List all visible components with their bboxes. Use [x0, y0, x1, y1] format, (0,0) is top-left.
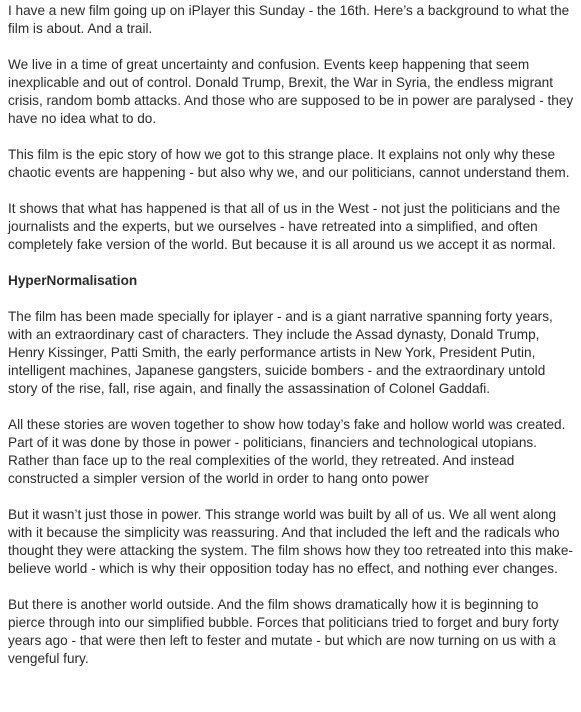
power-paragraph: All these stories are woven together to show how today’s fake and hollow world was created. Part of it was done by those in power - politicians, financiers and technological utopians. Rather than face up to the real complexities of the world, they retreated. And instead constructed a simpler version of the world in order to hang onto power: [8, 417, 566, 486]
story-paragraph: This film is the epic story of how we got to this strange place. It explains not only why these chaotic events are happening - but also why we, and our politicians, cannot understand them.: [8, 147, 570, 180]
context-paragraph: We live in a time of great uncertainty and confusion. Events keep happening that seem inexplicable and out of control. Donald Trump, Brexit, the War in Syria, the endless migrant crisis, random bomb attacks. And those who are supposed to be in power are paralysed - they have no idea what to do.: [8, 57, 574, 126]
section-heading: HyperNormalisation: [8, 273, 138, 288]
fake-world-paragraph: It shows that what has happened is that all of us in the West - not just the politicians and the journalists and the experts, but we ourselves - have retreated into a simplified, and often completely fake version of the world. But because it is all around us we accept it as normal.: [8, 201, 561, 252]
intro-paragraph: I have a new film going up on iPlayer this Sunday - the 16th. Here’s a background to what the film is about. And a trail.: [8, 3, 570, 36]
all-of-us-paragraph: But it wasn’t just those in power. This strange world was built by all of us. We all went along with it because the simplicity was reassuring. And that included the left and the radicals who thought they were attacking the system. The film shows how they too retreated into this make-believe world - which is why their opposition today has no effect, and nothing ever changes.: [8, 507, 573, 576]
outside-world-paragraph: But there is another world outside. And the film shows dramatically how it is beginning to pierce through into our simplified bubble. Forces that politicians tried to forget and bury forty years ago - that were then left to fester and mutate - but which are now turning on us with a vengeful fury.: [8, 597, 559, 666]
narrative-paragraph: The film has been made specially for iplayer - and is a giant narrative spanning forty years, with an extraordinary cast of characters. They include the Assad dynasty, Donald Trump, Henry Kissinger, Patti Smith, the early performance artists in New York, President Putin, intelligent machines, Japanese gangsters, suicide bombers - and the extraordinary untold story of the rise, fall, rise again, and finally the assassination of Colonel Gaddafi.: [8, 309, 553, 396]
